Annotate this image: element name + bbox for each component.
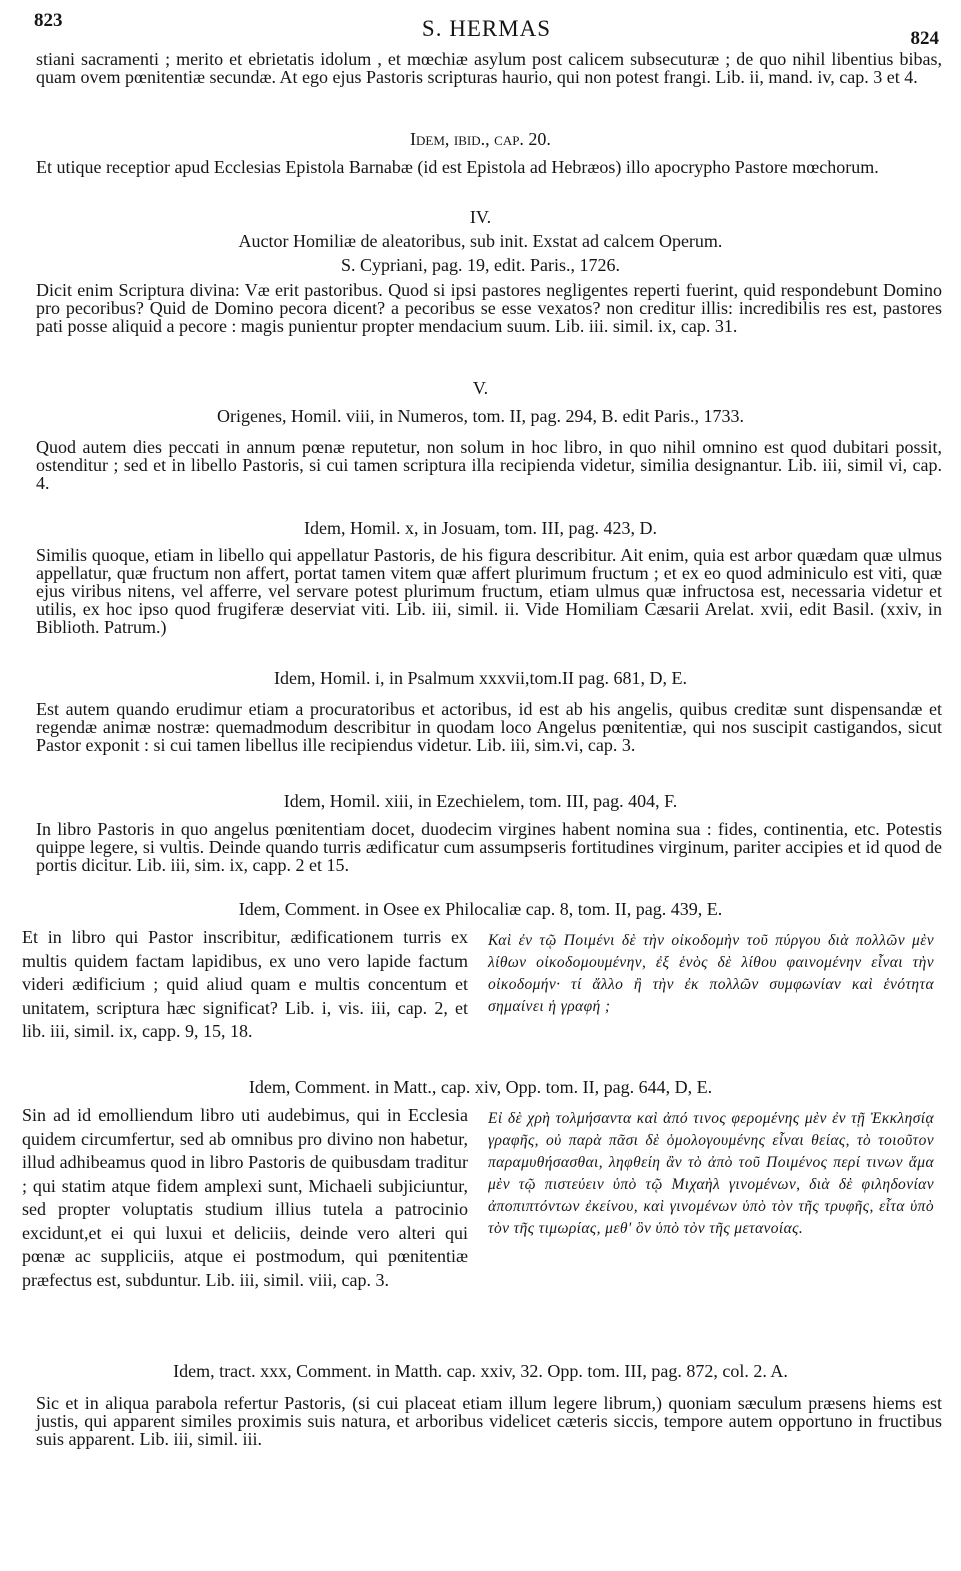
paragraph-text: Similis quoque, etiam in libello qui appellatur Pastoris, de his figura describitur. Ait enim, quia est arbor quædam quæ ulmus appellatur, quæ fructum non affert, portat tamen vitem quæ affert plurimum fructum ; et ex eo quod adminiculo est viti, quæ ejus viribus nitens, vel afferre, vel servare potest plurimum fructum, etiam ulmus quæ infructosa est, necessaria videtur et utilis, ex hoc ipso quod frugiferæ deserviat viti. Lib. iii, simil. ii. Vide Homiliam Cæsarii Arelat. xvii, edit Basil. (xxiv, in Biblioth. Patrum.) xyxy=(36,545,942,637)
paragraph-psalmum xyxy=(36,700,942,754)
greek-column: Εἰ δὲ χρὴ τολμήσαντα καὶ ἀπό τινος φερομένης μὲν ἐν τῇ Ἐκκλησίᾳ γραφῆς, οὐ παρὰ πᾶσι δὲ ὁμολογουμένης εἶναι θείας, τὸ τοιοῦτον παραμυθήσασθαι, ληφθείη ἂν τὸ ἀπὸ τοῦ Ποιμένος περί τινων ἅμα μὲν τῷ πιστεύειν ὑπὸ τῷ Μιχαὴλ γινομένων, διὰ δὲ φιληδονίαν ἀποπιπτόντων ἐκείνου, καὶ γινομένων ὑπὸ τὸν τῆς τρυφῆς, εἶτα ὑπὸ τὸν τῆς τιμωρίας, μεθ' ὃν ὑπὸ τὸν τῆς μετανοίας. xyxy=(488,1110,934,1237)
citation-heading: Auctor Homiliæ de aleatoribus, sub init. Exstat ad calcem Operum. xyxy=(238,231,723,251)
citation-heading: Idem, tract. xxx, Comment. in Matth. cap. xxiv, 32. Opp. tom. III, pag. 872, col. 2. A. xyxy=(173,1361,788,1381)
paragraph-josuam xyxy=(36,546,942,636)
page-header xyxy=(34,6,939,49)
citation-heading: S. Cypriani, pag. 19, edit. Paris., 1726. xyxy=(341,255,620,275)
citation-heading: Idem, Comment. in Osee ex Philocaliæ cap. 8, tom. II, pag. 439, E. xyxy=(238,899,723,919)
citation-heading: Idem, Homil. x, in Josuam, tom. III, pag. 423, D. xyxy=(304,518,657,538)
paragraph-barnabas xyxy=(36,158,942,176)
greek-column: Καὶ ἐν τῷ Ποιμένι δὲ τὴν οἰκοδομὴν τοῦ πύργου διὰ πολλῶν μὲν λίθων οἰκοδομουμένην, ἐξ ἑνὸς δὲ λίθου φαινομένην εἶναι τὴν οἰκοδομήν· τί ἄλλο ἢ τὴν ἐκ πολλῶν συμφωνίαν καὶ ἑνότητα σημαίνει ἡ γραφή ; xyxy=(488,932,934,1015)
section-number-5: V. xyxy=(472,378,489,398)
paragraph-numeros xyxy=(36,438,942,492)
paragraph-text: Quod autem dies peccati in annum pœnæ reputetur, non solum in hoc libro, in quo nihil omnino est quod dubitari possit, ostenditur ; sed et in libello Pastoris, si cui tamen scriptura illa recipienda videtur, similia designantur. Lib. iii, simil vi, cap. 4. xyxy=(36,437,942,493)
paragraph-text: Dicit enim Scriptura divina: Væ erit pastoribus. Quod si ipsi pastores negligentes reperti fuerint, quid respondebunt Domino pro pecoribus? Quid de Domino pecora dicent? a pecoribus se esse vexatos? non creditur illis: incredibilis res est, pastores pati posse aliquid a pecore : magis punientur propter mendacium suum. Lib. iii. simil. ix, cap. 31. xyxy=(36,280,942,336)
paragraph-text: Est autem quando erudimur etiam a procuratoribus et actoribus, id est ab his angelis, quibus creditæ sunt dispensandæ et regendæ animæ nostræ: quemadmodum describitur in quodam loco Angelus pœnitentiæ, qui nos suscipit castigandos, sicut Pastor exponit : si cui tamen libellus ille recipiendus videtur. Lib. iii, sim.vi, cap. 3. xyxy=(36,699,942,755)
latin-column: Et in libro qui Pastor inscribitur, ædificationem turris ex multis quidem factam lapidibus, ex uno vero lapide factum videri ædificium ; quid aliud quam e multis concentum et unitatem, scriptura hæc significat? Lib. i, vis. iii, cap. 2, et lib. iii, simil. ix, capp. 9, 15, 18. xyxy=(22,927,468,1041)
citation-heading: Origenes, Homil. viii, in Numeros, tom. II, pag. 294, B. edit Paris., 1733. xyxy=(217,406,744,426)
latin-column: Sin ad id emolliendum libro uti audebimus, qui in Ecclesia quidem circumfertur, sed ab omnibus pro divino non habetur, illud adhibeamus quod in libro Pastoris de quibusdam traditur ; qui statim atque fidem amplexi sunt, Michaeli subjiciuntur, sed propter voluptatis studium illius tutela a patrocinio excidunt,et ei qui luxui et deliciis, deinde vero alteri qui pœnæ ac suppliciis, atque ei postmodum, qui pœnitentiæ præfectus est, subduntur. Lib. iii, simil. viii, cap. 3. xyxy=(22,1105,468,1290)
paragraph-matthaeum xyxy=(36,1394,942,1448)
paragraph-text: In libro Pastoris in quo angelus pœnitentiam docet, duodecim virgines habent nomina sua : fides, continentia, etc. Potestis quippe legere, si vultis. Deinde quando turris ædificatur cum assumpseris fortitudines virginum, pariter accipies et id quod de portis dicitur. Lib. iii, sim. ix, capp. 2 et 15. xyxy=(36,819,942,875)
citation-heading: Idem, Homil. i, in Psalmum xxxvii,tom.II pag. 681, D, E. xyxy=(274,668,687,688)
citation-heading: Idem, ibid., cap. 20. xyxy=(410,129,551,149)
paragraph-continuation xyxy=(36,50,942,86)
paragraph-text: Et utique receptior apud Ecclesias Epistola Barnabæ (id est Epistola ad Hebræos) illo apocrypho Pastore mœchorum. xyxy=(36,157,879,177)
running-title: S. HERMAS xyxy=(421,16,552,41)
paragraph-aleatoribus xyxy=(36,281,942,335)
paragraph-text: stiani sacramenti ; merito et ebrietatis idolum , et mœchiæ asylum post calicem subsecuturæ ; de quo nihil libentius bibas, quam ovem pœnitentiæ secundæ. At ego ejus Pastoris scripturas haurio, qui non potest frangi. Lib. ii, mand. iv, cap. 3 et 4. xyxy=(36,49,942,87)
paragraph-text: Sic et in aliqua parabola refertur Pastoris, (si cui placeat etiam illum legere librum,) quoniam sæculum præsens hiems est justis, qui apparent similes proximis suis natura, et arboribus videlicet cæteris siccis, tempore autem opportuno in fructibus suis apparent. Lib. iii, simil. iii. xyxy=(36,1393,942,1449)
citation-heading: Idem, Comment. in Matt., cap. xiv, Opp. tom. II, pag. 644, D, E. xyxy=(248,1077,713,1097)
paragraph-ezechielem xyxy=(36,820,942,874)
page-number-left: 823 xyxy=(34,10,63,31)
section-number-4: IV. xyxy=(469,207,492,227)
citation-heading: Idem, Homil. xiii, in Ezechielem, tom. III, pag. 404, F. xyxy=(283,791,678,811)
page-number-right: 824 xyxy=(910,28,939,49)
